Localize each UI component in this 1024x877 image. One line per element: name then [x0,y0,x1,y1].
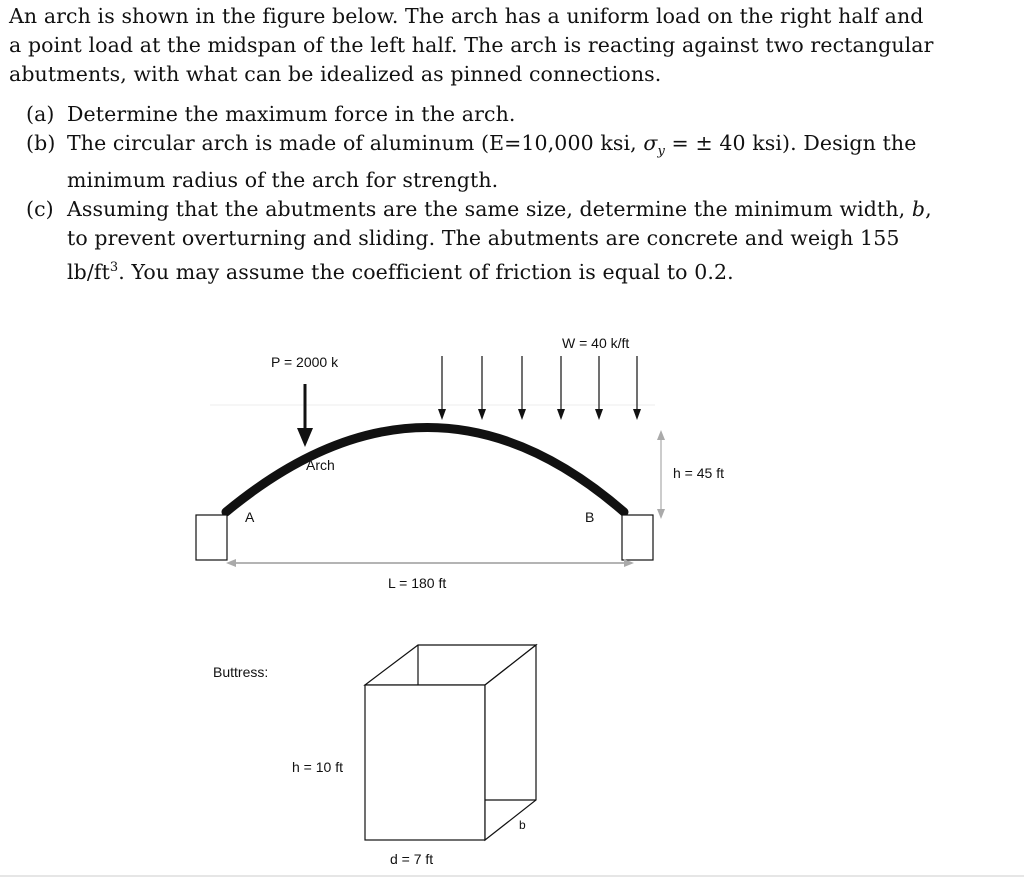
distributed-load-arrow [557,356,565,420]
buttress-label: Buttress: [213,664,269,680]
distributed-load-arrow [595,356,603,420]
yield-stress-subscript: y [657,144,665,160]
distributed-load-arrow [518,356,526,420]
distributed-load-arrow [438,356,446,420]
problem-intro: An arch is shown in the figure below. The arch has a uniform load on the right half and a point load at the midspan of the left half. The arch is reacting against two rectangular abutments, with what can be idealized as pinned connections. [9,4,934,86]
buttress-depth-label: d = 7 ft [390,851,434,867]
point-load-arrow [297,384,313,447]
part-c-text-after: , to prevent overturning and sliding. The abutments are concrete and weigh 155 lb/ft [67,197,932,284]
part-b-label: (b) [26,131,56,155]
buttress-height-label: h = 10 ft [292,759,343,775]
left-abutment [196,515,227,560]
support-b-label: B [585,509,595,525]
part-b-text-before: The circular arch is made of aluminum (E=10,000 ksi, [67,131,644,155]
buttress-width-label: b [519,818,526,832]
span-dimension [226,559,634,567]
part-c-label: (c) [26,197,54,222]
height-label: h = 45 ft [673,465,724,481]
buttress-box [365,645,536,840]
right-abutment [622,515,653,560]
span-label: L = 180 ft [388,575,447,591]
support-a-label: A [245,509,255,525]
width-symbol: b [911,197,926,222]
unit-exponent: 3 [109,260,119,276]
distributed-load-arrow [633,356,641,420]
point-load-label: P = 2000 k [271,354,339,370]
part-c-text-end: . You may assume the coefficient of friction is equal to 0.2. [118,259,734,284]
distributed-load-arrows [438,356,641,420]
distributed-load-label: W = 40 k/ft [562,335,630,351]
part-a-label: (a) [26,102,55,126]
part-a-text: Determine the maximum force in the arch. [67,102,516,126]
height-dimension [657,430,665,519]
arch-curve [226,428,624,513]
part-c-text-before: Assuming that the abutments are the same size, determine the minimum width, [67,197,912,222]
arch-label: Arch [306,457,335,473]
distributed-load-arrow [478,356,486,420]
part-b-text-after: = ± 40 ksi). Design the minimum radius of the arch for strength. [67,131,917,193]
yield-stress-symbol: σ [643,131,658,155]
